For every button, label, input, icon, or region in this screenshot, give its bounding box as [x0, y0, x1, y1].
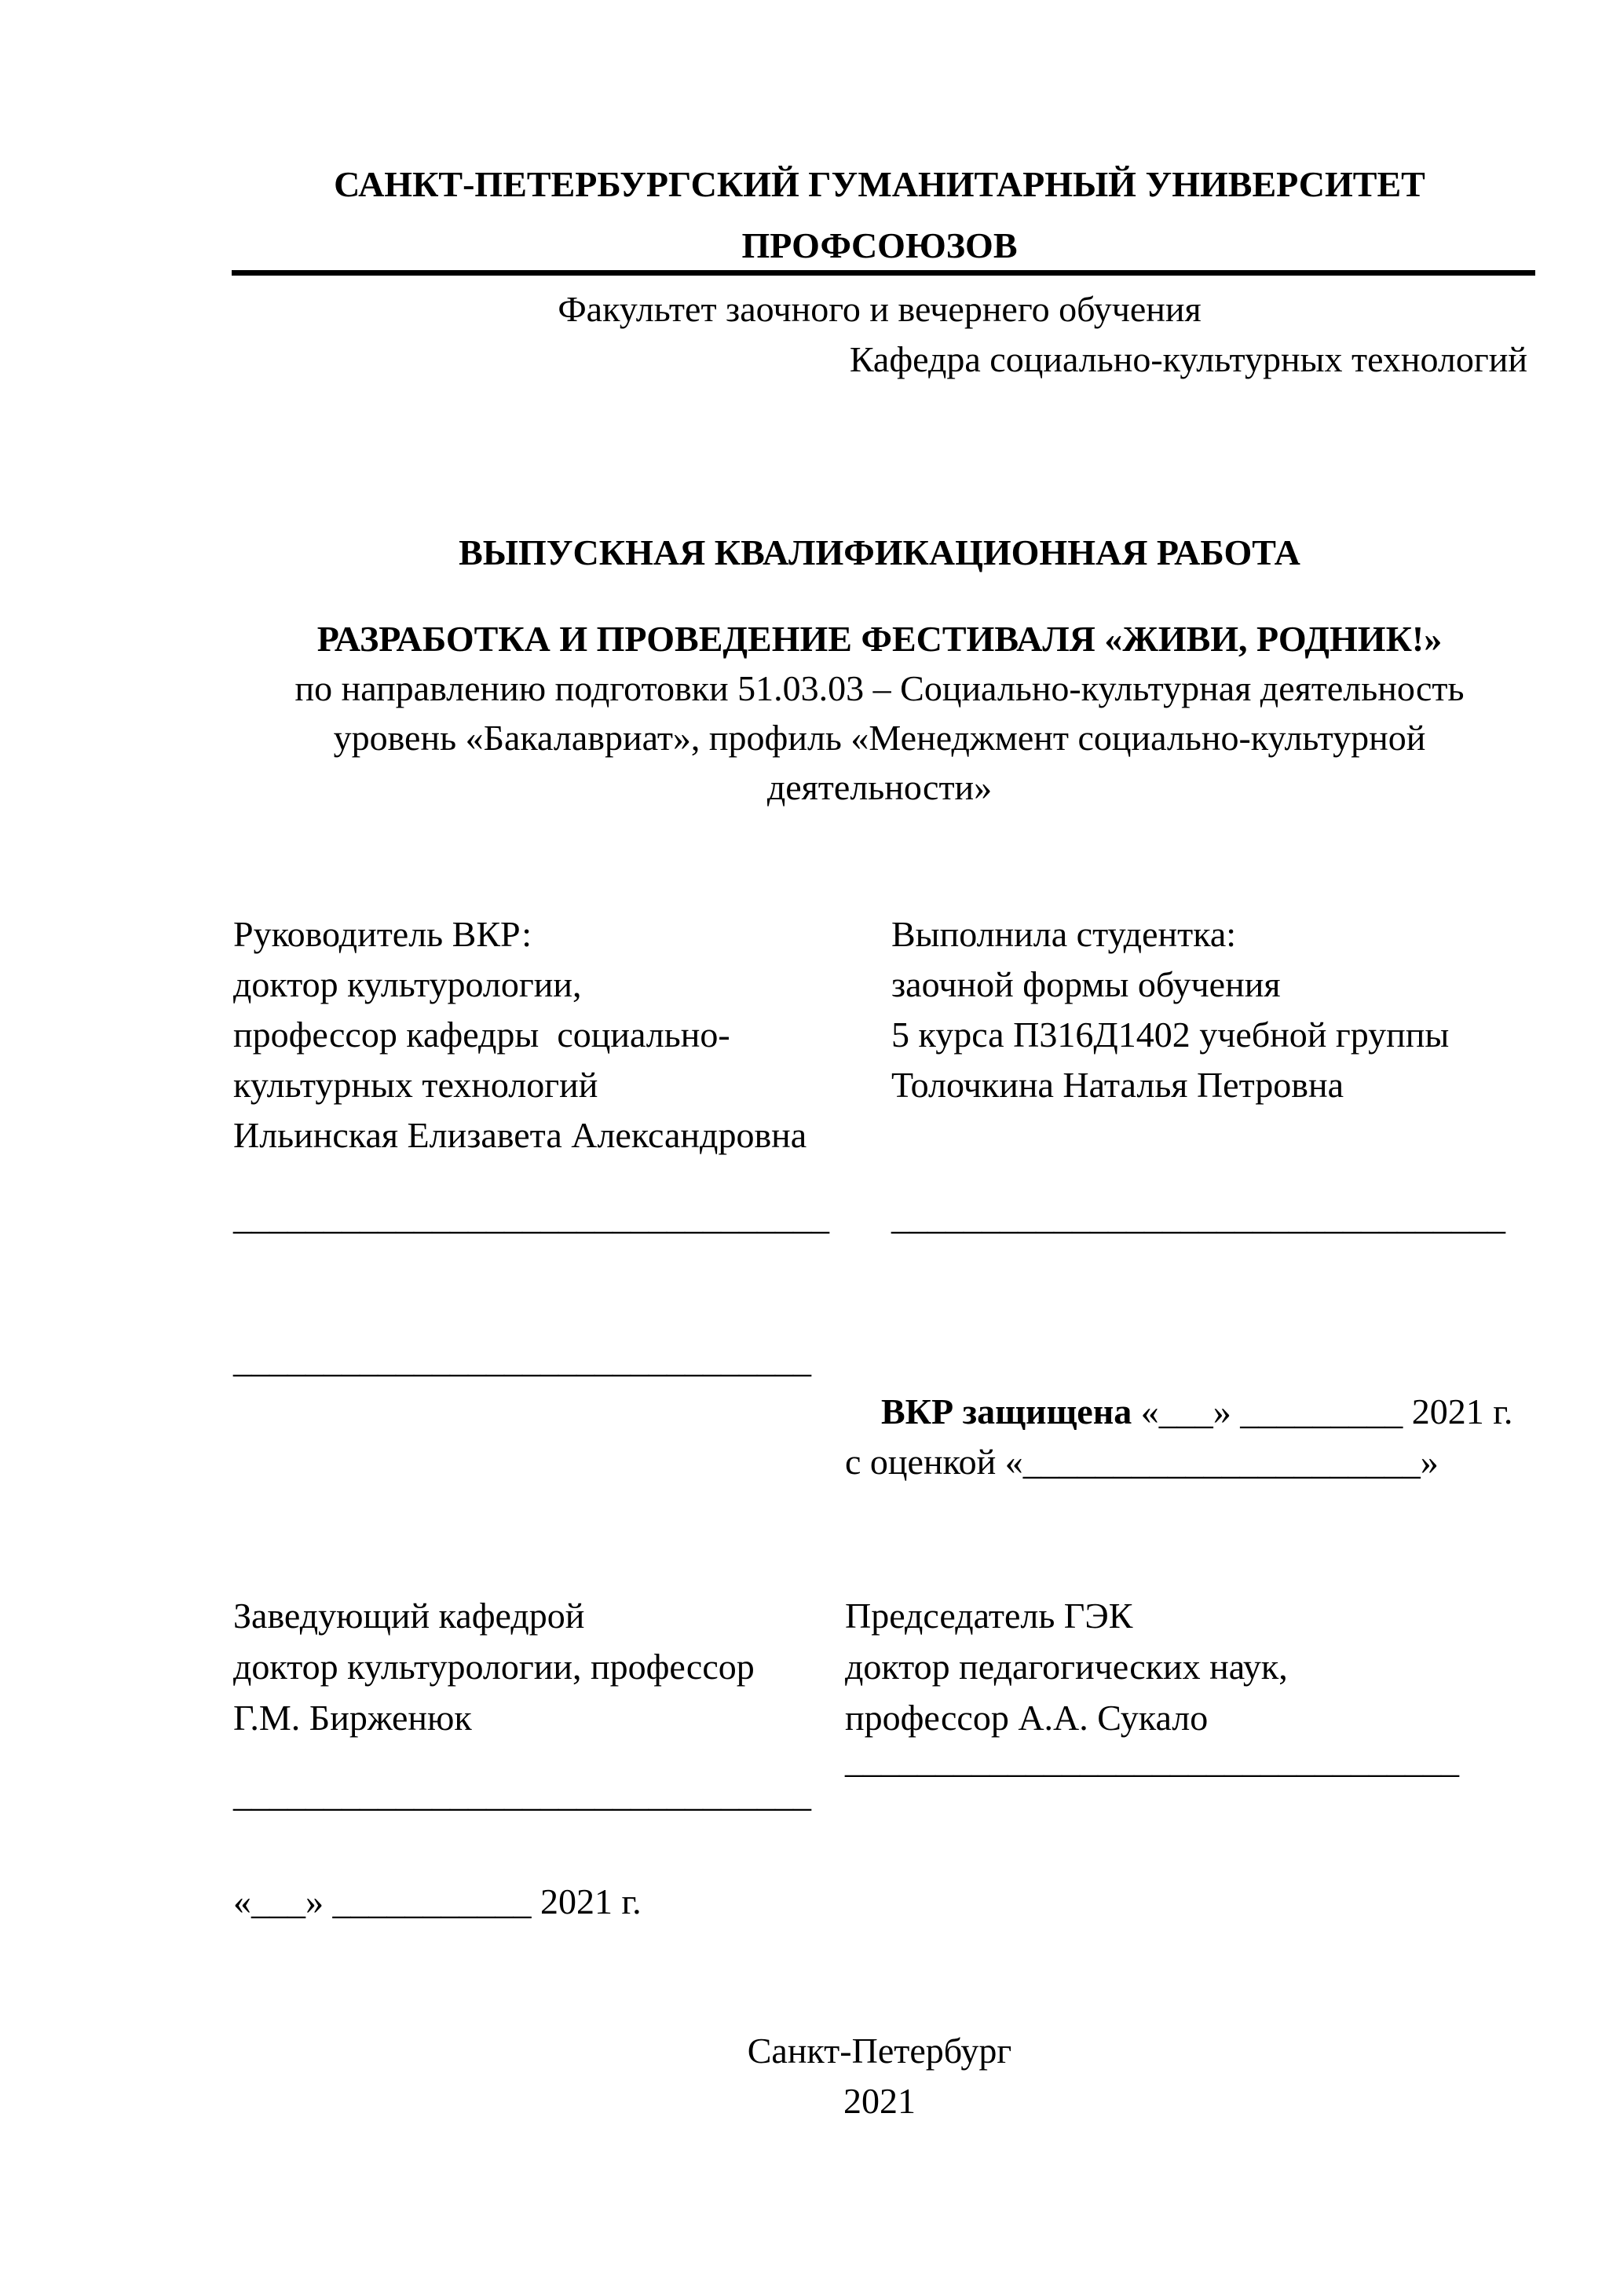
department-head-date-line: «___» ___________ 2021 г.	[233, 1881, 642, 1921]
university-name-line1: САНКТ-ПЕТЕРБУРГСКИЙ ГУМАНИТАРНЫЙ УНИВЕРСИТЕТ	[334, 164, 1425, 204]
supervisor-role-label: Руководитель ВКР:	[233, 914, 532, 954]
department-head-degree: доктор культурологии, профессор	[233, 1647, 755, 1687]
defense-date-blanks: «___» _________ 2021 г.	[1132, 1391, 1513, 1431]
department-head-name: Г.М. Бирженюк	[233, 1698, 472, 1738]
department-head-block	[233, 1590, 885, 1743]
supervisor-signature-line: _________________________________	[233, 1197, 829, 1237]
defense-date-label: ВКР защищена	[881, 1391, 1132, 1431]
thesis-subtitle-line1: по направлению подготовки 51.03.03 – Социально-культурная деятельность	[294, 668, 1465, 708]
header-divider	[232, 270, 1535, 276]
supervisor-block	[233, 909, 885, 1161]
gek-chairman-degree: доктор педагогических наук,	[845, 1647, 1288, 1687]
thesis-title-block	[232, 614, 1527, 812]
grade-line: с оценкой «______________________»	[845, 1442, 1439, 1482]
university-name-line2: ПРОФСОЮЗОВ	[741, 225, 1018, 265]
student-block	[891, 909, 1543, 1110]
department-head-signature-line: ________________________________	[233, 1774, 811, 1814]
supervisor-position-line2: культурных технологий	[233, 1065, 598, 1105]
student-role-label: Выполнила студентка:	[891, 914, 1237, 954]
supervisor-name: Ильинская Елизавета Александровна	[233, 1115, 807, 1155]
gek-chairman-role: Председатель ГЭК	[845, 1596, 1133, 1636]
footer-block	[232, 2026, 1527, 2126]
thesis-title: РАЗРАБОТКА И ПРОВЕДЕНИЕ ФЕСТИВАЛЯ «ЖИВИ, РОДНИК!»	[316, 619, 1443, 659]
gek-chairman-signature-line: __________________________________	[845, 1740, 1459, 1780]
faculty-name: Факультет заочного и вечернего обучения	[558, 289, 1202, 329]
university-name	[232, 154, 1527, 276]
student-signature-line: __________________________________	[891, 1197, 1505, 1237]
department-head-role: Заведующий кафедрой	[233, 1596, 585, 1636]
department-name: Кафедра социально-культурных технологий	[849, 339, 1527, 379]
footer-year: 2021	[843, 2081, 916, 2121]
footer-city: Санкт-Петербург	[747, 2031, 1012, 2071]
gek-chairman-block	[845, 1590, 1544, 1743]
student-group: 5 курса П316Д1402 учебной группы	[891, 1015, 1450, 1055]
student-name: Толочкина Наталья Петровна	[891, 1065, 1344, 1105]
gek-chairman-name: профессор А.А. Сукало	[845, 1698, 1209, 1738]
work-type-heading: ВЫПУСКНАЯ КВАЛИФИКАЦИОННАЯ РАБОТА	[459, 532, 1300, 572]
supervisor-position-line1: профессор кафедры социально-	[233, 1015, 730, 1055]
student-study-form: заочной формы обучения	[891, 964, 1281, 1004]
thesis-subtitle-line3: деятельности»	[766, 767, 993, 807]
thesis-subtitle-line2: уровень «Бакалавриат», профиль «Менеджмент социально-культурной	[333, 718, 1426, 758]
supervisor-degree: доктор культурологии,	[233, 964, 582, 1004]
supervisor-second-signature-line: ________________________________	[233, 1340, 811, 1380]
